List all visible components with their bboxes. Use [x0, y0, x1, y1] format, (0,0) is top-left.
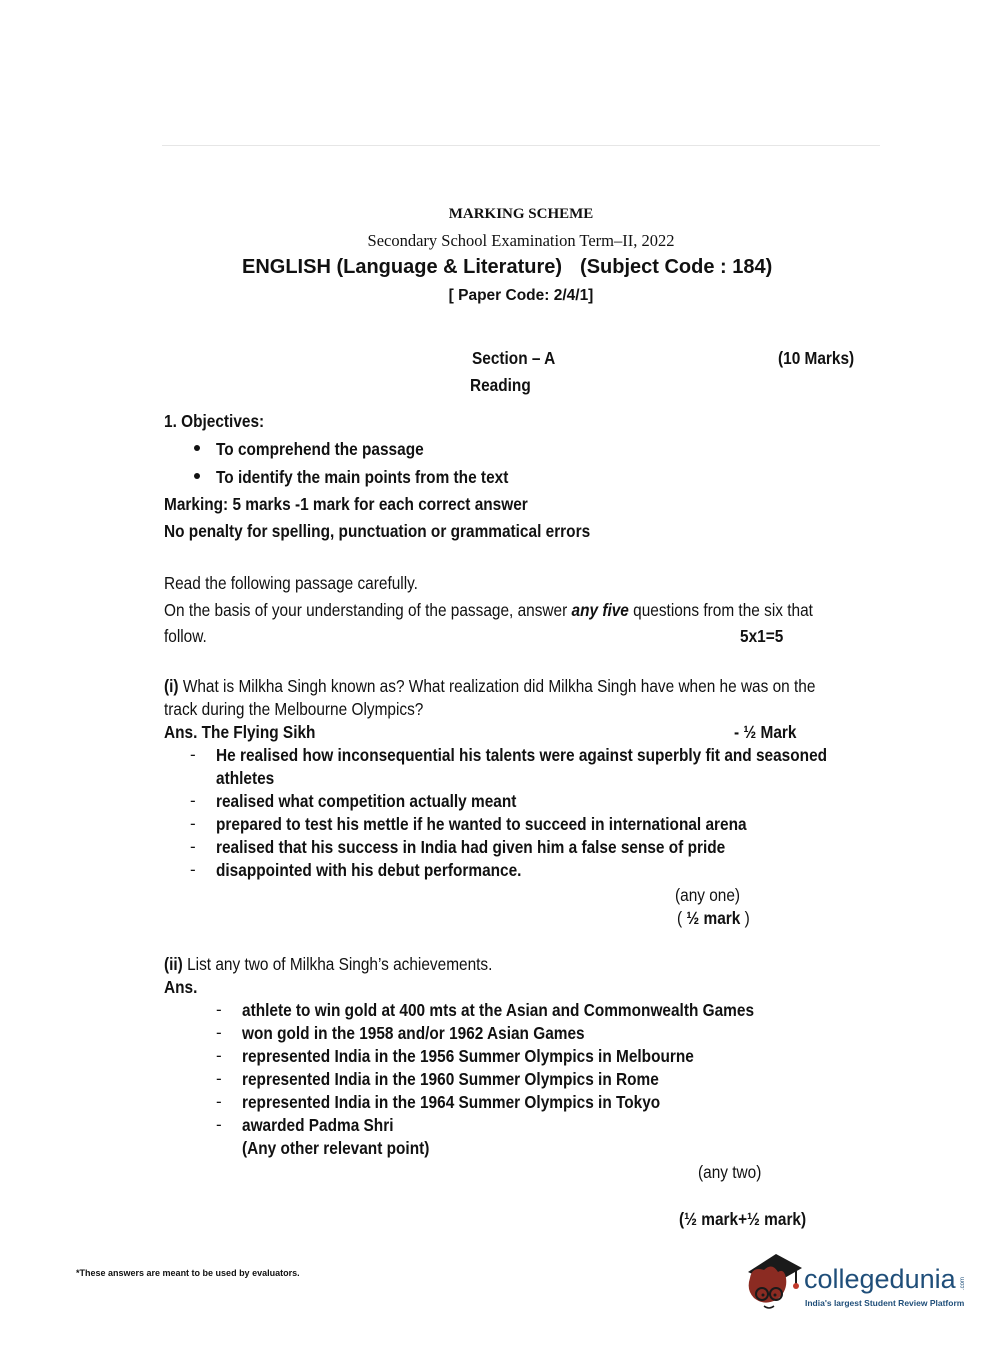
answer-label: Ans.	[164, 977, 198, 997]
dash-icon: -	[216, 1046, 222, 1065]
question-text	[164, 676, 815, 697]
dash-icon: -	[216, 1069, 222, 1088]
logo-tagline: India's largest Student Review Platform	[805, 1298, 965, 1308]
other-point-note: (Any other relevant point)	[242, 1138, 430, 1158]
dash-icon: -	[216, 1023, 222, 1042]
dash-icon: -	[190, 745, 196, 764]
dash-icon: -	[190, 837, 196, 856]
dash-icon: -	[216, 1092, 222, 1111]
subject-name: ENGLISH (Language & Literature)	[242, 256, 563, 278]
answer-point: represented India in the 1960 Summer Olympics in Rome	[242, 1069, 659, 1089]
bullet-icon	[194, 473, 200, 479]
answer-point: realised that his success in India had given him a false sense of pride	[216, 837, 726, 857]
question-text	[164, 954, 492, 975]
marks-note: (½ mark+½ mark)	[679, 1209, 807, 1229]
objective-item: To comprehend the passage	[216, 439, 424, 459]
dash-icon: -	[216, 1000, 222, 1019]
dash-icon: -	[190, 860, 196, 879]
exam-name: Secondary School Examination Term–II, 2022	[367, 231, 675, 250]
top-divider	[162, 145, 880, 146]
instruction-text: questions from the six that	[628, 600, 813, 620]
question-number: (ii)	[164, 954, 183, 974]
question-number: (i)	[164, 676, 179, 696]
logo-domain: .com	[960, 1276, 966, 1290]
answer-label: Ans. The Flying Sikh	[164, 722, 316, 742]
instruction-line: Read the following passage carefully.	[164, 573, 418, 593]
mark-value: ½ mark	[686, 908, 741, 928]
bullet-icon	[194, 445, 200, 451]
penalty-rule: No penalty for spelling, punctuation or grammatical errors	[164, 521, 591, 541]
doc-title: MARKING SCHEME	[448, 206, 594, 222]
mark-paren: )	[740, 908, 750, 928]
collegedunia-logo: collegedunia	[804, 1264, 956, 1294]
answer-point: He realised how inconsequential his talents were against superbly fit and seasoned	[216, 745, 828, 765]
dash-icon: -	[190, 791, 196, 810]
answer-point: prepared to test his mettle if he wanted to succeed in international arena	[216, 814, 747, 834]
section-marks: (10 Marks)	[778, 348, 855, 368]
question-line: track during the Melbourne Olympics?	[164, 699, 424, 719]
answer-point: athlete to win gold at 400 mts at the Asian and Commonwealth Games	[242, 1000, 755, 1020]
paper-code: [ Paper Code: 2/4/1]	[448, 287, 594, 304]
mark-paren: (	[677, 908, 687, 928]
dash-icon: -	[216, 1115, 222, 1134]
answer-point: represented India in the 1964 Summer Olympics in Tokyo	[242, 1092, 661, 1112]
evaluator-footnote: *These answers are meant to be used by evaluators.	[76, 1268, 300, 1278]
objective-item: To identify the main points from the text	[216, 467, 509, 487]
mark-note	[677, 908, 750, 929]
question-line: List any two of Milkha Singh’s achievements.	[182, 954, 493, 974]
answer-point: won gold in the 1958 and/or 1962 Asian Games	[242, 1023, 585, 1043]
any-one-note: (any one)	[675, 885, 741, 905]
section-name: Section – A	[472, 348, 556, 368]
answer-point: athletes	[216, 768, 275, 788]
question-line: What is Milkha Singh known as? What realization did Milkha Singh have when he was on the	[178, 676, 816, 696]
any-two-note: (any two)	[698, 1162, 762, 1182]
instruction-marks: 5x1=5	[740, 626, 784, 646]
answer-point: represented India in the 1956 Summer Olympics in Melbourne	[242, 1046, 694, 1066]
emphasis-text: any five	[571, 600, 629, 620]
instruction-line	[164, 600, 813, 621]
instruction-text: On the basis of your understanding of the passage, answer	[164, 600, 572, 620]
answer-point: realised what competition actually meant	[216, 791, 517, 811]
marking-rule: Marking: 5 marks -1 mark for each correct answer	[164, 494, 528, 514]
subject-code: (Subject Code : 184)	[580, 256, 773, 278]
subject-line	[242, 256, 772, 279]
answer-mark: - ½ Mark	[734, 722, 797, 742]
collegedunia-mascot-icon	[742, 1248, 804, 1312]
section-subtitle: Reading	[470, 375, 531, 395]
dash-icon: -	[190, 814, 196, 833]
instruction-line: follow.	[164, 626, 207, 646]
answer-point: disappointed with his debut performance.	[216, 860, 522, 880]
objectives-heading: 1. Objectives:	[164, 411, 265, 431]
answer-point: awarded Padma Shri	[242, 1115, 394, 1135]
